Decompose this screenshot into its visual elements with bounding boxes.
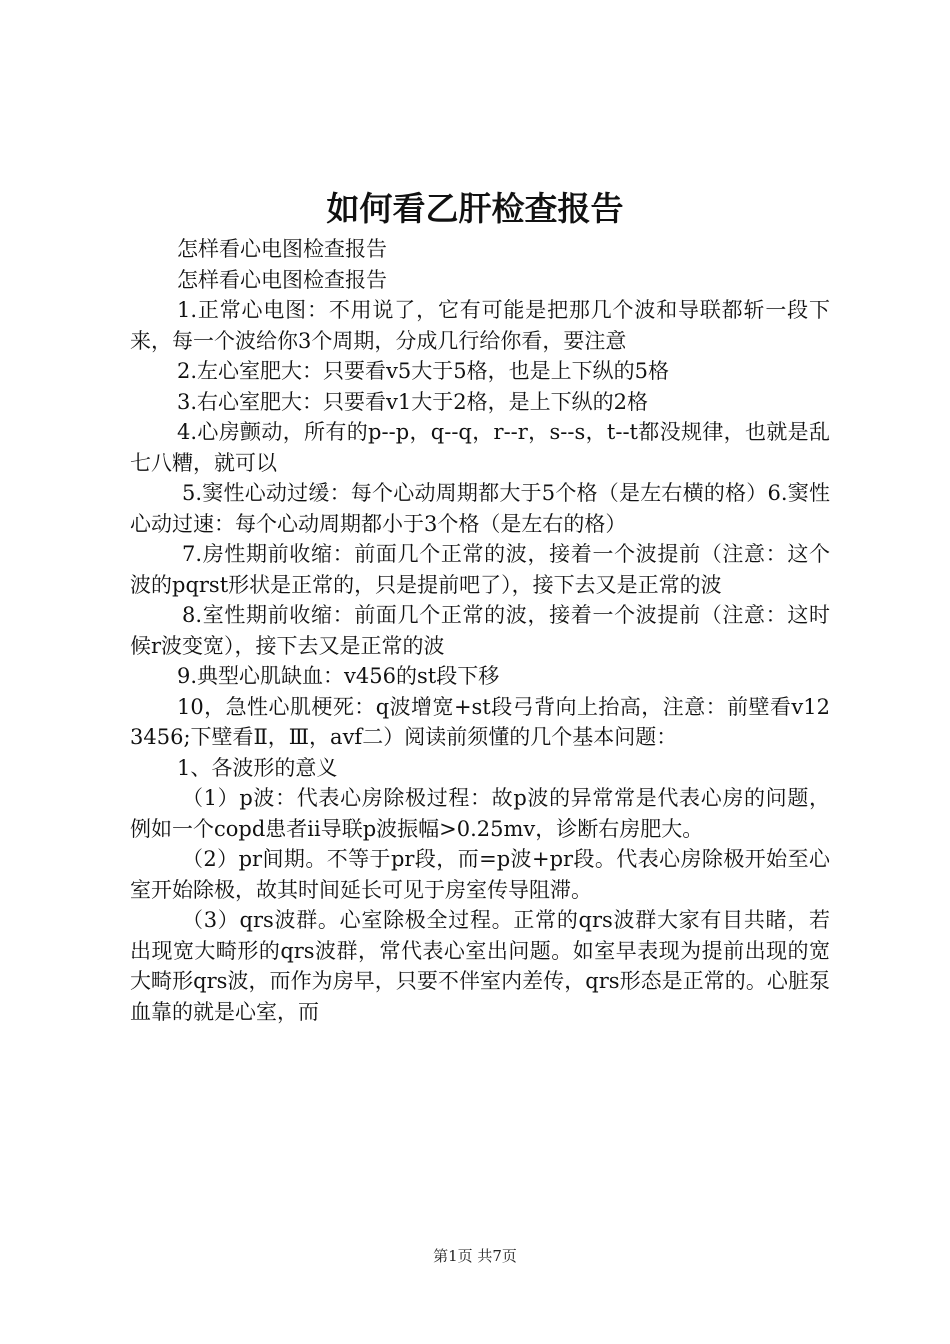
document-title: 如何看乙肝检查报告	[326, 189, 624, 228]
paragraph-normal-ecg: 1.正常心电图：不用说了，它有可能是把那几个波和导联都斩一段下来，每一个波给你3个周期，分成几行给你看，要注意	[130, 298, 830, 353]
document-body	[130, 234, 830, 1027]
paragraph-subtitle-2: 怎样看心电图检查报告	[177, 267, 387, 292]
paragraph-atrial-fibrillation: 4.心房颤动，所有的p--p，q--q，r--r，s--s，t--t都没规律，也就是乱七八糟，就可以	[130, 420, 830, 475]
paragraph-qrs-complex: （3）qrs波群。心室除极全过程。正常的qrs波群大家有目共睹，若出现宽大畸形的qrs波群，常代表心室出问题。如室早表现为提前出现的宽大畸形qrs波，而作为房早，只要不伴室内差传，qrs形态是正常的。心脏泵血靠的就是心室，而	[130, 908, 830, 1024]
paragraph-subtitle-1: 怎样看心电图检查报告	[177, 237, 387, 261]
paragraph-myocardial-infarction: 10，急性心肌梗死：q波增宽+st段弓背向上抬高，注意：前壁看v123456;下壁看Ⅱ，Ⅲ，avf二）阅读前须懂的几个基本问题：	[130, 694, 830, 749]
paragraph-ventricular-premature: 8.室性期前收缩：前面几个正常的波，接着一个波提前（注意：这时候r波变宽），接下去又是正常的波	[130, 603, 830, 658]
paragraph-p-wave: （1）p波：代表心房除极过程：故p波的异常常是代表心房的问题，例如一个copd患者ii导联p波振幅>0.25mv，诊断右房肥大。	[130, 786, 830, 841]
paragraph-myocardial-ischemia: 9.典型心肌缺血：v456的st段下移	[177, 664, 500, 688]
paragraph-sinus-rhythm: 5.窦性心动过缓：每个心动周期都大于5个格（是左右横的格）6.窦性心动过速：每个心动周期都小于3个格（是左右的格）	[130, 481, 830, 536]
paragraph-waveform-heading: 1、各波形的意义	[177, 755, 338, 780]
paragraph-pr-interval: （2）pr间期。不等于pr段，而=p波+pr段。代表心房除极开始至心室开始除极，故其时间延长可见于房室传导阻滞。	[130, 847, 830, 902]
page-footer: 第1页 共7页	[433, 1247, 517, 1265]
paragraph-atrial-premature: 7.房性期前收缩：前面几个正常的波，接着一个波提前（注意：这个波的pqrst形状是正常的，只是提前吧了），接下去又是正常的波	[130, 542, 830, 597]
paragraph-left-ventricle: 2.左心室肥大：只要看v5大于5格，也是上下纵的5格	[177, 359, 669, 383]
paragraph-right-ventricle: 3.右心室肥大：只要看v1大于2格，是上下纵的2格	[177, 389, 648, 414]
